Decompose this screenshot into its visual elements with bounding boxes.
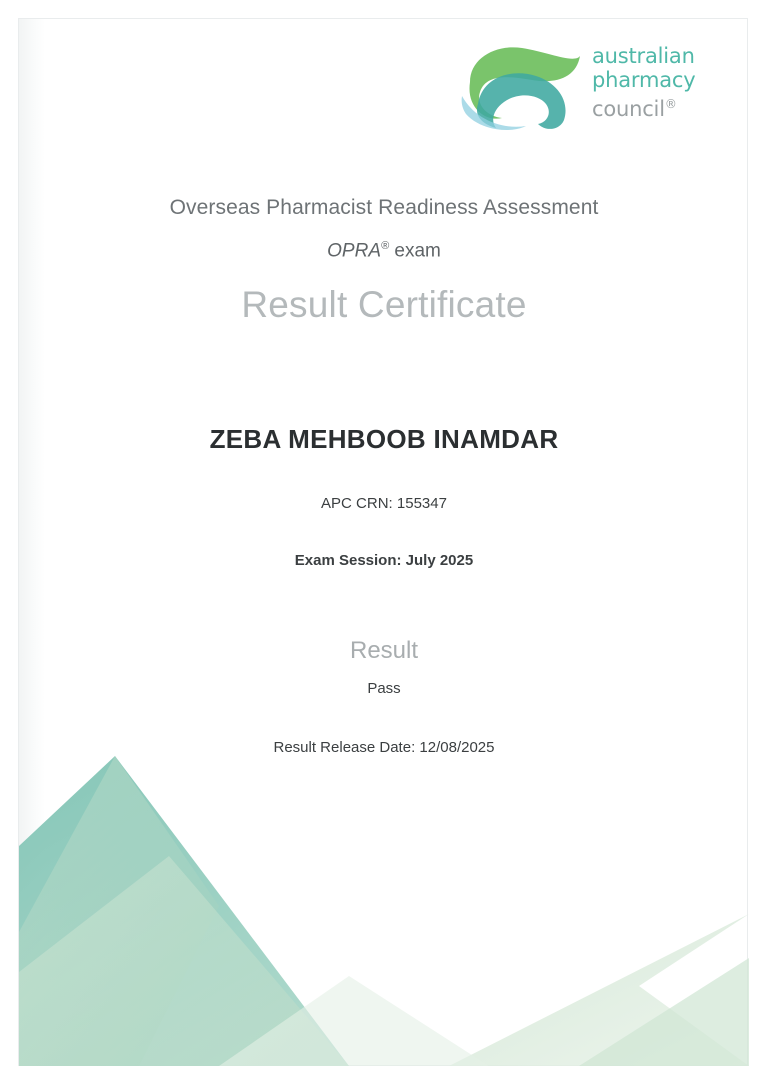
logo-council-text: council xyxy=(592,97,665,121)
certificate-heading-block xyxy=(0,196,768,326)
candidate-name: ZEBA MEHBOOB INAMDAR xyxy=(209,424,559,454)
page-title: Result Certificate xyxy=(241,284,527,326)
exam-name-suffix: exam xyxy=(389,240,441,262)
logo-mark-icon xyxy=(452,38,592,134)
logo-registered-mark: ® xyxy=(664,97,677,111)
exam-session: Exam Session: July 2025 xyxy=(294,552,474,569)
exam-name-italic: OPRA xyxy=(327,240,381,262)
decorative-footer-graphic xyxy=(19,736,749,1066)
exam-registered-mark: ® xyxy=(381,240,390,252)
page-edge-shading xyxy=(19,19,45,1065)
exam-name-line xyxy=(0,240,768,262)
logo-line-australian: australian xyxy=(592,44,695,68)
assessment-name: Overseas Pharmacist Readiness Assessment xyxy=(169,196,599,219)
result-release-date: Result Release Date: 12/08/2025 xyxy=(273,739,495,756)
logo-line-council xyxy=(592,92,720,121)
logo-wordmark xyxy=(592,44,720,121)
candidate-crn: APC CRN: 155347 xyxy=(321,495,447,512)
page-border xyxy=(18,18,748,1066)
result-label: Result xyxy=(349,637,419,664)
australian-pharmacy-council-logo xyxy=(452,34,720,134)
logo-line-pharmacy: pharmacy xyxy=(592,68,696,92)
result-value: Pass xyxy=(367,680,401,697)
